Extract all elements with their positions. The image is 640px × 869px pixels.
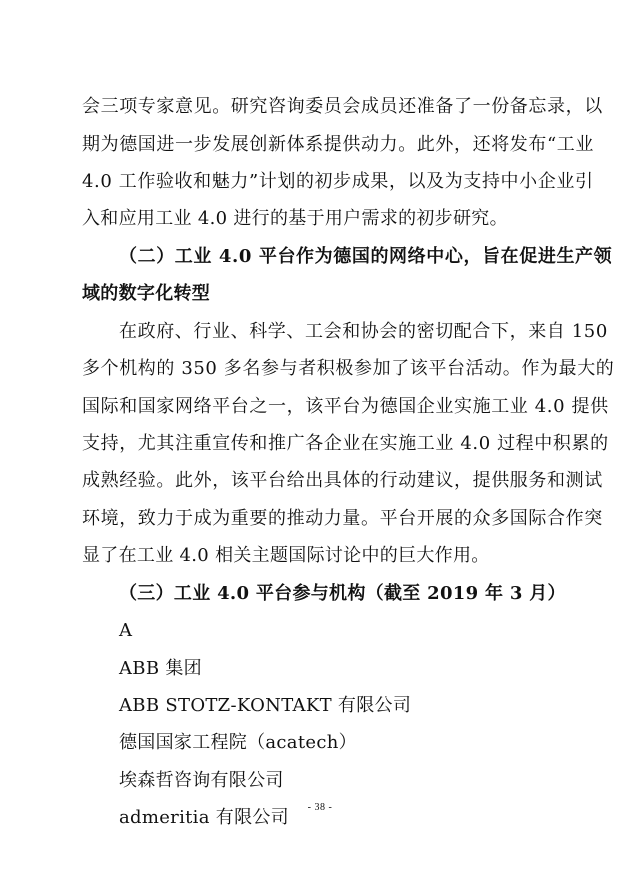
list-item: 德国国家工程院（acatech） (119, 732, 357, 753)
paragraph-line: 多个机构的 350 多名参与者积极参加了该平台活动。作为最大的 (82, 358, 615, 379)
page-number: - 38 - (307, 802, 333, 813)
paragraph-line: 4.0 工作验收和魅力”计划的初步成果，以及为支持中小企业引 (82, 171, 594, 192)
paragraph-line: 国际和国家网络平台之一，该平台为德国企业实施工业 4.0 提供 (82, 396, 609, 417)
list-item: ABB STOTZ-KONTAKT 有限公司 (119, 695, 412, 716)
paragraph-line: 环境，致力于成为重要的推动力量。平台开展的众多国际合作突 (82, 508, 603, 529)
paragraph-line: 显了在工业 4.0 相关主题国际讨论中的巨大作用。 (82, 545, 490, 566)
paragraph-line: 期为德国进一步发展创新体系提供动力。此外，还将发布“工业 (82, 134, 594, 155)
list-item: 埃森哲咨询有限公司 (119, 770, 284, 791)
paragraph-line: 支持，尤其注重宣传和推广各企业在实施工业 4.0 过程中积累的 (82, 433, 609, 454)
list-letter-heading: A (119, 620, 133, 641)
section-heading: 域的数字化转型 (82, 283, 211, 304)
section-heading: （三）工业 4.0 平台参与机构（截至 2019 年 3 月） (119, 583, 566, 604)
list-item: admeritia 有限公司 (119, 807, 289, 828)
section-heading: （二）工业 4.0 平台作为德国的网络中心，旨在促进生产领 (119, 246, 613, 267)
paragraph-line: 成熟经验。此外，该平台给出具体的行动建议，提供服务和测试 (82, 470, 603, 491)
paragraph-line: 会三项专家意见。研究咨询委员会成员还准备了一份备忘录，以 (82, 96, 603, 117)
paragraph-line: 入和应用工业 4.0 进行的基于用户需求的初步研究。 (82, 208, 508, 229)
list-item: ABB 集团 (119, 658, 202, 679)
paragraph-line: 在政府、行业、科学、工会和协会的密切配合下，来自 150 (119, 321, 608, 342)
